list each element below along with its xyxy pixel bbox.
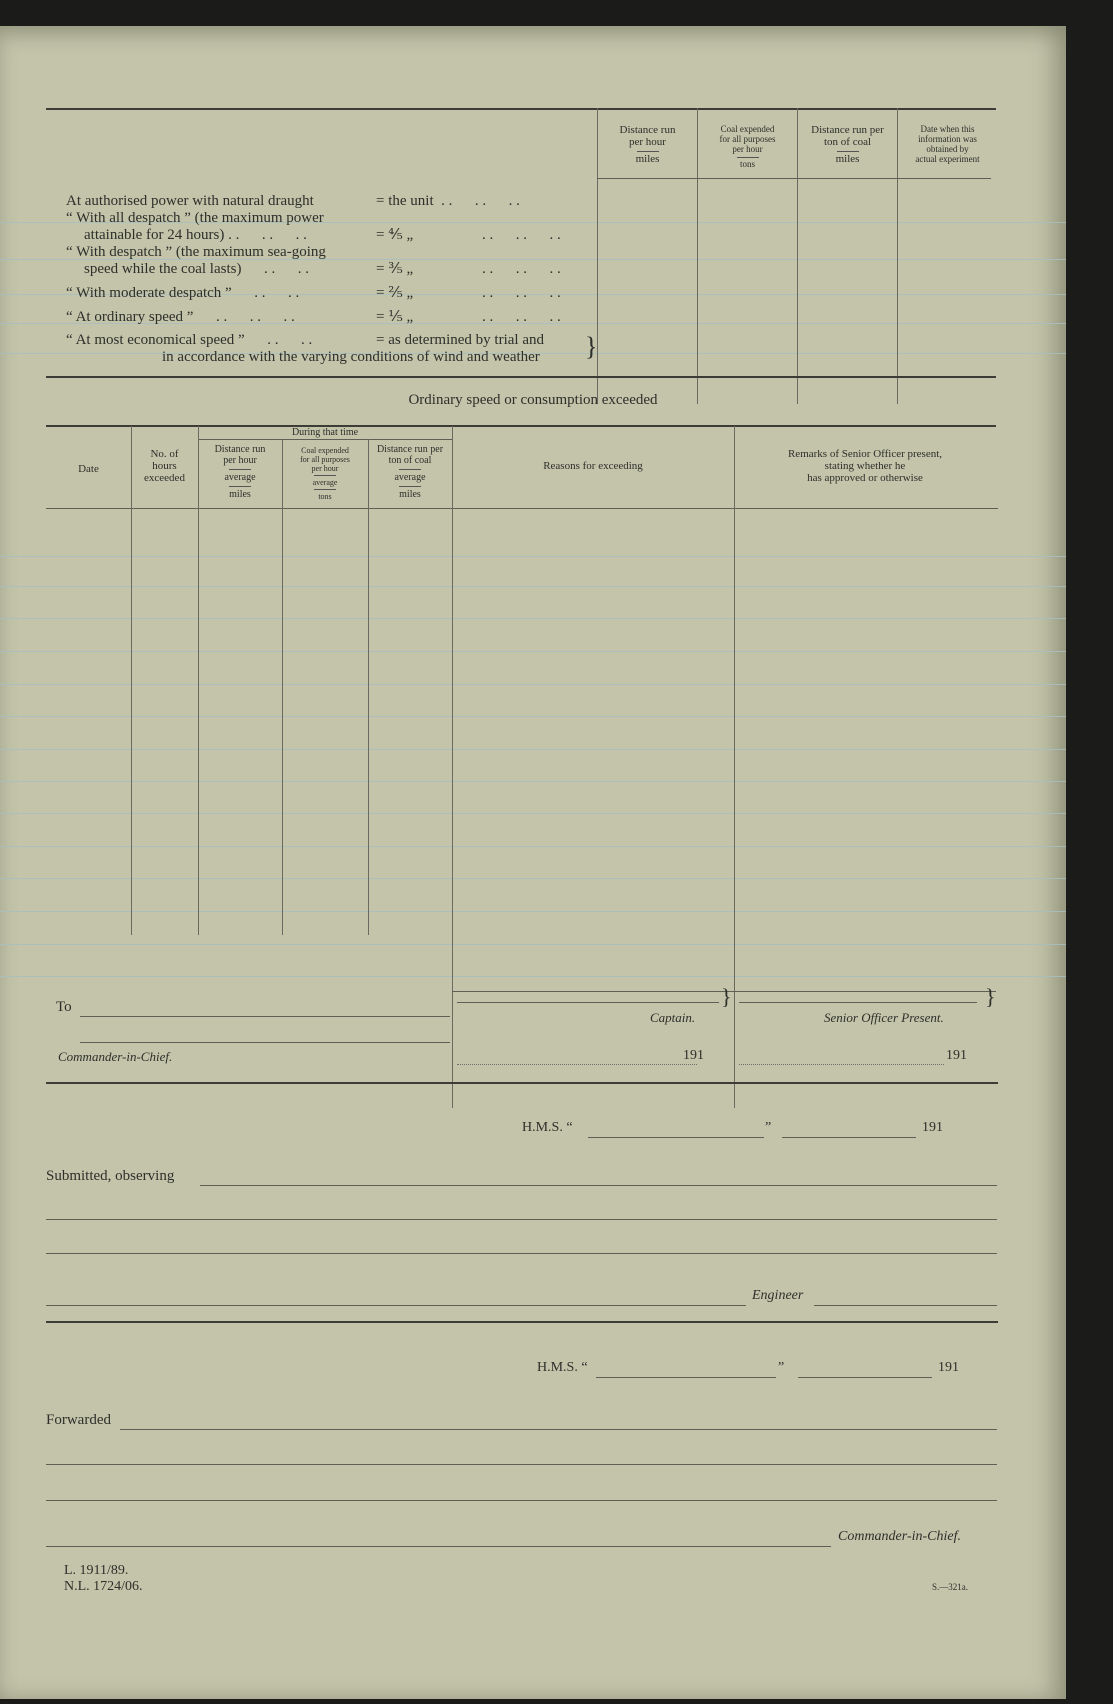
row-unit-value: = the unit . . . . . . bbox=[376, 193, 520, 209]
row-all-despatch: “ With all despatch ” (the maximum power bbox=[66, 210, 324, 226]
commander-in-chief-label: Commander-in-Chief. bbox=[58, 1049, 173, 1064]
header-hours-exceeded: No. of hours exceeded bbox=[144, 448, 185, 484]
submitted-hms: H.M.S. “ bbox=[522, 1120, 573, 1135]
captain-brace: } bbox=[721, 984, 732, 1009]
row-moderate-dots: . . . . . . bbox=[482, 285, 561, 301]
to-label: To bbox=[56, 999, 72, 1015]
forwarded-cinc-label: Commander-in-Chief. bbox=[838, 1529, 961, 1544]
row-despatch-value: = ⅗ „ bbox=[376, 261, 414, 277]
submitted-label: Submitted, observing bbox=[46, 1168, 175, 1184]
submitted-close-quote: ” bbox=[765, 1120, 772, 1135]
form-number: S.—321a. bbox=[932, 1582, 968, 1592]
captain-label: Captain. bbox=[650, 1010, 696, 1025]
forwarded-hms: H.M.S. “ bbox=[537, 1360, 588, 1375]
row-moderate-despatch: “ With moderate despatch ” . . . . bbox=[66, 285, 300, 301]
header-coal-per-hour: Coal expended for all purposes per hour tons bbox=[719, 124, 776, 169]
header-date: Date bbox=[78, 463, 99, 475]
row-economical-speed: “ At most economical speed ” . . . . bbox=[66, 332, 313, 348]
row-ordinary-value: = ⅕ „ bbox=[376, 309, 414, 325]
row-despatch-dots: . . . . . . bbox=[482, 261, 561, 277]
header-date-experiment: Date when this information was obtained by actual experiment bbox=[915, 124, 980, 164]
header-bottom-per-ton: Distance run per ton of coal average miles bbox=[376, 444, 444, 500]
header-distance-per-hour: Distance run per hour miles bbox=[619, 124, 676, 165]
header-bottom-coal: Coal expended for all purposes per hour average tons bbox=[300, 446, 350, 501]
row-despatch-cont: speed while the coal lasts) . . . . bbox=[84, 261, 309, 277]
senior-officer-label: Senior Officer Present. bbox=[824, 1010, 944, 1025]
header-bottom-distance: Distance run per hour average miles bbox=[214, 444, 266, 500]
form-page bbox=[0, 26, 1066, 1699]
forwarded-label: Forwarded bbox=[46, 1412, 111, 1428]
row-despatch: “ With despatch ” (the maximum sea-going bbox=[66, 244, 326, 260]
forwarded-year: 191 bbox=[938, 1360, 959, 1375]
row-economical-cont: in accordance with the varying conditions of wind and weather bbox=[162, 349, 540, 365]
row-economical-brace: } bbox=[585, 332, 598, 361]
submitted-year: 191 bbox=[922, 1120, 943, 1135]
header-reasons: Reasons for exceeding bbox=[543, 460, 643, 472]
row-all-despatch-value: = ⅘ „ bbox=[376, 227, 414, 243]
footer-refs: L. 1911/89. N.L. 1724/06. bbox=[64, 1563, 143, 1594]
header-during-that-time: During that time bbox=[291, 427, 359, 438]
row-all-despatch-cont: attainable for 24 hours) . . . . . . bbox=[84, 227, 307, 243]
engineer-label: Engineer bbox=[752, 1288, 804, 1303]
header-distance-per-ton: Distance run per ton of coal miles bbox=[811, 124, 884, 165]
row-ordinary-speed: “ At ordinary speed ” . . . . . . bbox=[66, 309, 295, 325]
row-authorised-power: At authorised power with natural draught bbox=[66, 193, 314, 209]
captain-year: 191 bbox=[683, 1048, 704, 1063]
forwarded-close-quote: ” bbox=[778, 1360, 785, 1375]
header-remarks: Remarks of Senior Officer present, stating whether he has approved or otherwise bbox=[787, 448, 943, 484]
section-title: Ordinary speed or consumption exceeded bbox=[408, 392, 658, 408]
senior-brace: } bbox=[985, 984, 996, 1009]
row-economical-value: = as determined by trial and bbox=[376, 332, 544, 348]
senior-year: 191 bbox=[946, 1048, 967, 1063]
row-moderate-value: = ⅖ „ bbox=[376, 285, 414, 301]
row-all-despatch-dots: . . . . . . bbox=[482, 227, 561, 243]
row-ordinary-dots: . . . . . . bbox=[482, 309, 561, 325]
